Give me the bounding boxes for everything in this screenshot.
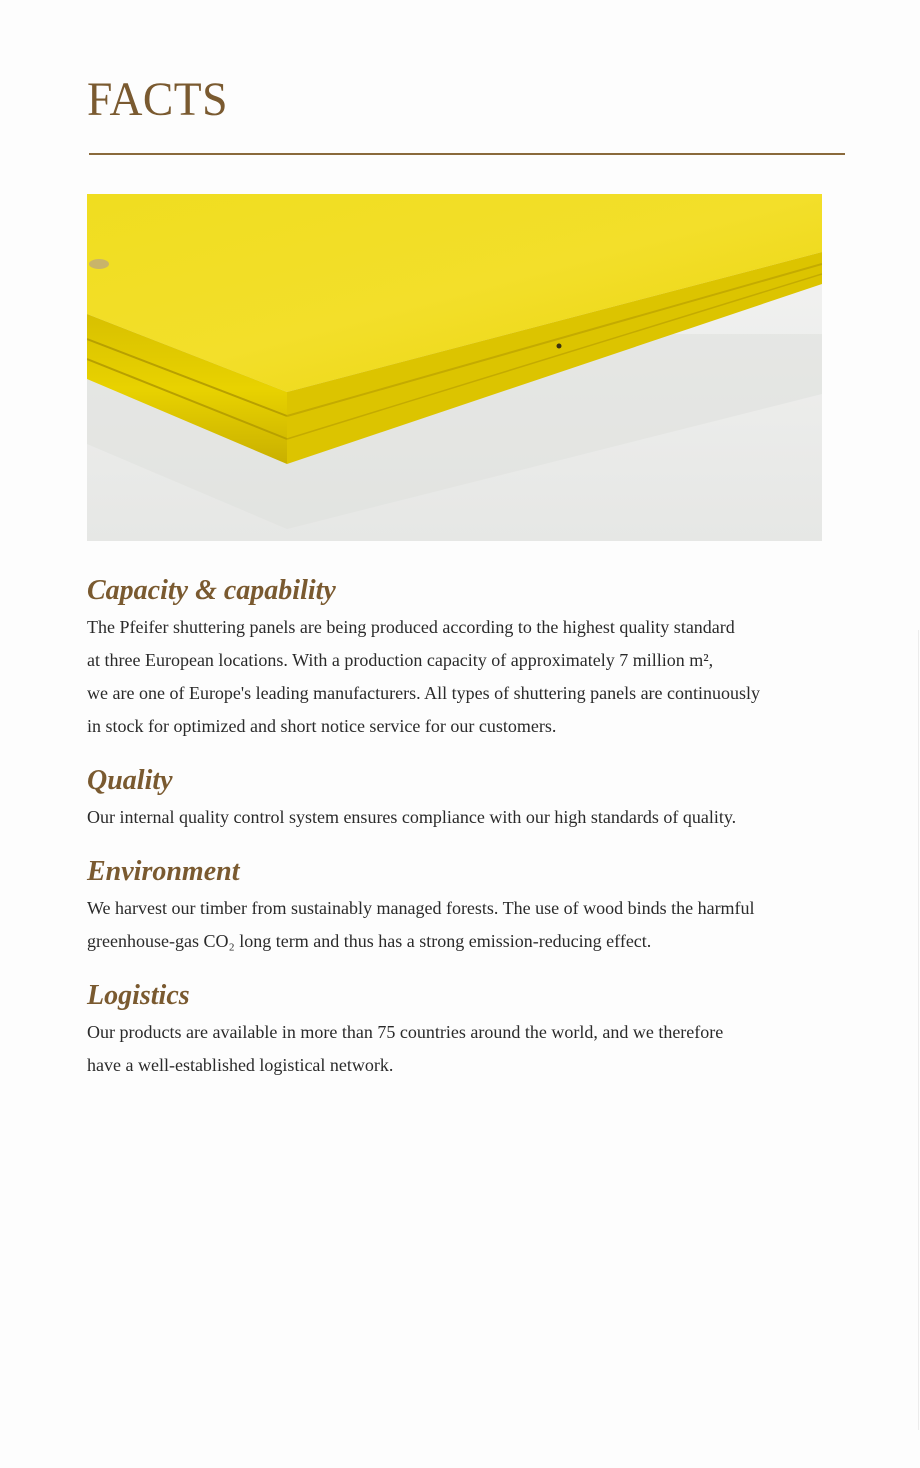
body-line: at three European locations. With a production capacity of approximately 7 million m², <box>87 650 714 670</box>
section-body <box>87 611 827 743</box>
page-title: FACTS <box>87 73 228 126</box>
section-environment <box>87 855 827 958</box>
body-line: have a well-established logistical network. <box>87 1055 394 1075</box>
section-body <box>87 1016 827 1082</box>
body-line: The Pfeifer shuttering panels are being produced according to the highest quality standard <box>87 617 735 637</box>
section-heading: Capacity & capability <box>87 575 336 606</box>
section-heading: Environment <box>87 856 240 887</box>
section-body <box>87 801 827 834</box>
body-line: We harvest our timber from sustainably managed forests. The use of wood binds the harmful <box>87 898 755 918</box>
body-line: Our internal quality control system ensures compliance with our high standards of quality. <box>87 807 737 827</box>
section-quality <box>87 764 827 834</box>
body-line: greenhouse-gas CO₂ long term and thus has a strong emission-reducing effect. <box>87 931 652 951</box>
body-line: in stock for optimized and short notice service for our customers. <box>87 716 557 736</box>
title-divider <box>89 153 845 155</box>
body-line: we are one of Europe's leading manufacturers. All types of shuttering panels are continuously <box>87 683 761 703</box>
hero-image-shuttering-panel <box>87 194 822 541</box>
section-body <box>87 892 827 958</box>
page-edge-divider <box>918 630 919 1430</box>
section-heading: Logistics <box>87 980 190 1011</box>
section-logistics <box>87 979 827 1082</box>
section-capacity <box>87 574 827 743</box>
body-line: Our products are available in more than 75 countries around the world, and we therefore <box>87 1022 724 1042</box>
section-heading: Quality <box>87 765 173 796</box>
